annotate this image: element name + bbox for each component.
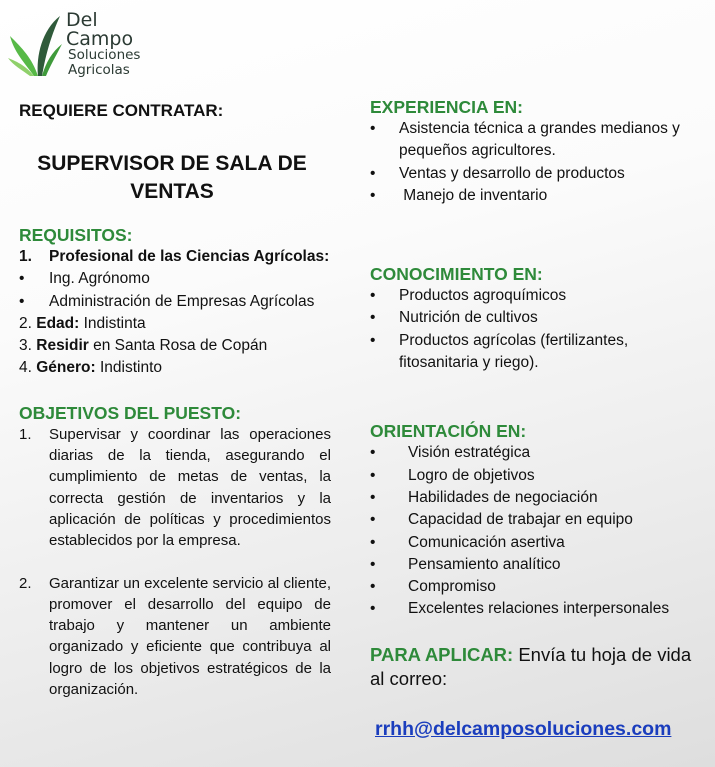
left-column (19, 98, 331, 700)
experience-item-text: Ventas y desarrollo de productos (399, 164, 625, 182)
objetivos-heading: OBJETIVOS DEL PUESTO: (19, 402, 242, 423)
apply-section (370, 643, 705, 691)
requirement-1 (19, 246, 331, 268)
orientation-item-text: Habilidades de negociación (408, 488, 598, 506)
requirement-4 (19, 357, 331, 379)
orientation-item (370, 487, 705, 509)
requirement-bullet-text: Administración de Empresas Agrícolas (49, 292, 315, 310)
apply-text: Envía tu hoja de vida al correo: (370, 643, 692, 689)
requirement-2-label: Edad: (36, 314, 80, 332)
bullet-icon: • (370, 533, 376, 551)
bullet-icon: • (370, 186, 376, 204)
requisitos-heading: REQUISITOS: (19, 225, 133, 245)
requirement-1-text: Profesional de las Ciencias Agrícolas: (49, 248, 330, 265)
bullet-icon: • (370, 444, 376, 462)
apply-label: PARA APLICAR: (370, 643, 514, 665)
knowledge-item (370, 330, 705, 375)
knowledge-item-text: Nutrición de cultivos (399, 309, 538, 327)
knowledge-item (370, 307, 705, 329)
orientation-item-text: Compromiso (408, 578, 496, 596)
experience-item (370, 185, 705, 207)
requirement-3-label: Residir (36, 337, 89, 355)
experience-item (370, 163, 705, 185)
orientation-item-text: Visión estratégica (408, 444, 531, 462)
requirement-3-number: 3. (19, 337, 32, 355)
orientation-item-text: Comunicación asertiva (408, 533, 565, 551)
orientation-section (370, 420, 705, 620)
job-title-line-2: VENTAS (130, 180, 214, 203)
conocimiento-heading: CONOCIMIENTO EN: (370, 264, 543, 285)
knowledge-item-text: Productos agroquímicos (399, 287, 567, 305)
requirement-bullet (19, 268, 331, 290)
leaf-logo-icon (8, 12, 64, 78)
bullet-icon: • (370, 600, 376, 618)
experience-item-text: Asistencia técnica a grandes medianos y pequeños agricultores. (399, 120, 680, 160)
orientation-item (370, 576, 705, 598)
objective-2-text: Garantizar un excelente servicio al cliente, promover el desarrollo del equipo de trabajo y mantener un ambiente organizado y eficiente que contribuya al logro de los objetivos estratégicos de la organización. (49, 574, 331, 699)
job-title (19, 150, 331, 206)
objective-2 (19, 573, 331, 701)
requirement-bullet-text: Ing. Agrónomo (49, 270, 150, 288)
job-title-line-1: SUPERVISOR DE SALA DE (37, 152, 307, 175)
requirement-3-value: en Santa Rosa de Copán (93, 337, 268, 355)
bullet-icon: • (370, 555, 376, 573)
bullet-icon: • (19, 292, 25, 310)
orientation-item (370, 554, 705, 576)
requirement-2 (19, 313, 331, 335)
orientation-item-text: Pensamiento analítico (408, 555, 561, 573)
objective-2-number: 2. (19, 574, 32, 592)
email-link[interactable]: rrhh@delcamposoluciones.com (375, 717, 672, 740)
orientacion-heading: ORIENTACIÓN EN: (370, 421, 527, 442)
experience-item (370, 118, 705, 163)
bullet-icon: • (370, 511, 376, 529)
objective-1-text: Supervisar y coordinar las operaciones diarias de la tienda, asegurando el cumplimiento de metas de ventas, la correcta gestión de inventarios y la aplicación de políticas y procedimientos establecidos por la empresa. (49, 425, 331, 550)
orientation-item (370, 509, 705, 531)
right-column (370, 96, 705, 740)
objective-1 (19, 424, 331, 552)
bullet-icon: • (370, 164, 376, 182)
bullet-icon: • (370, 488, 376, 506)
requirement-4-label: Género: (36, 359, 96, 377)
bullet-icon: • (370, 309, 376, 327)
objective-1-number: 1. (19, 425, 32, 443)
requirement-bullet (19, 291, 331, 313)
bullet-icon: • (370, 578, 376, 596)
brand-logo (8, 10, 158, 82)
requirement-1-number: 1. (19, 248, 32, 265)
requirement-4-number: 4. (19, 359, 32, 377)
orientation-item (370, 442, 705, 464)
experiencia-heading: EXPERIENCIA EN: (370, 97, 523, 117)
brand-line-2: Campo (66, 28, 134, 50)
brand-line-3: Soluciones (68, 47, 141, 63)
requires-heading: REQUIERE CONTRATAR: (19, 101, 224, 120)
brand-line-1: Del (66, 9, 98, 31)
orientation-item (370, 598, 705, 620)
brand-line-4: Agricolas (68, 62, 130, 78)
orientation-item-text: Logro de objetivos (408, 466, 535, 484)
orientation-item (370, 465, 705, 487)
requirement-2-number: 2. (19, 314, 32, 332)
orientation-item (370, 532, 705, 554)
knowledge-item (370, 285, 705, 307)
bullet-icon: • (370, 331, 376, 349)
bullet-icon: • (370, 287, 376, 305)
requirement-2-value: Indistinta (83, 314, 146, 332)
orientation-item-text: Capacidad de trabajar en equipo (408, 511, 633, 529)
knowledge-item-text: Productos agrícolas (fertilizantes, fitosanitaria y riego). (399, 331, 629, 372)
orientation-item-text: Excelentes relaciones interpersonales (408, 600, 670, 618)
bullet-icon: • (370, 120, 376, 137)
bullet-icon: • (19, 270, 25, 288)
experience-item-text: Manejo de inventario (399, 186, 548, 204)
requirement-3 (19, 335, 331, 357)
requirement-4-value: Indistinto (100, 359, 163, 377)
bullet-icon: • (370, 466, 376, 484)
